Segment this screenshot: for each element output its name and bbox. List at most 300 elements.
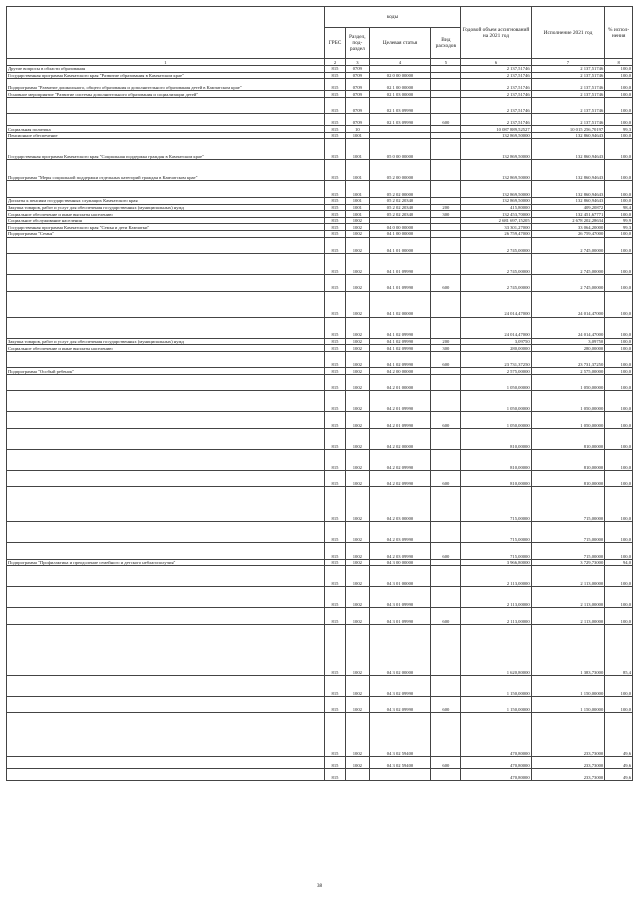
row-planned-amount: 132 869,50000 <box>461 197 531 204</box>
row-planned-amount: 3 966,80000 <box>461 559 531 566</box>
row-planned-amount: 2 137,51746 <box>461 79 531 91</box>
row-target-article-code: 04 3 02 59400 <box>369 757 431 769</box>
row-planned-amount: 2 681 697,15205 <box>461 217 531 224</box>
row-grbs-code: 815 <box>324 211 345 218</box>
row-name <box>7 275 325 292</box>
row-expense-type-code <box>431 428 461 449</box>
table-row <box>7 757 633 769</box>
row-target-article-code: 04 2 01 09990 <box>369 412 431 429</box>
row-target-article-code: 04 3 02 09990 <box>369 696 431 713</box>
table-row <box>7 351 633 368</box>
row-expense-type-code: 200 <box>431 204 461 211</box>
row-executed-amount: 2 745,00000 <box>531 237 605 254</box>
header-fact: Исполнение 2021 год <box>531 7 605 59</box>
row-expense-type-code <box>431 487 461 522</box>
row-expense-type-code <box>431 139 461 160</box>
row-target-article-code: 02 0 00 00000 <box>369 72 431 79</box>
table-row <box>7 79 633 91</box>
row-planned-amount: 1 050,00000 <box>461 374 531 391</box>
row-execution-percent: 99,9 <box>605 217 633 224</box>
row-target-article-code: 04 3 02 59400 <box>369 713 431 757</box>
row-execution-percent: 99,3 <box>605 224 633 231</box>
row-target-article-code: 04 1 01 00000 <box>369 237 431 254</box>
row-executed-amount: 132 451,67771 <box>531 211 605 218</box>
row-grbs-code: 815 <box>324 197 345 204</box>
table-row <box>7 275 633 292</box>
table-row <box>7 522 633 543</box>
row-executed-amount: 2 575,00000 <box>531 368 605 375</box>
row-target-article-code: 04 2 02 00000 <box>369 428 431 449</box>
table-row <box>7 543 633 560</box>
row-planned-amount: 2 137,51746 <box>461 97 531 114</box>
row-execution-percent: 49,6 <box>605 757 633 769</box>
table-row <box>7 608 633 625</box>
row-razdel-code: 1002 <box>346 696 369 713</box>
row-razdel-code: 0709 <box>346 66 369 73</box>
row-planned-amount: 2 137,51746 <box>461 91 531 98</box>
row-executed-amount: 23 731,37250 <box>531 351 605 368</box>
row-expense-type-code <box>431 91 461 98</box>
row-name <box>7 254 325 275</box>
row-expense-type-code: 600 <box>431 275 461 292</box>
row-expense-type-code <box>431 449 461 470</box>
table-row <box>7 217 633 224</box>
row-planned-amount: 715,00000 <box>461 543 531 560</box>
row-grbs-code: 815 <box>324 345 345 352</box>
row-executed-amount: 2 137,51746 <box>531 66 605 73</box>
row-execution-percent: 100,0 <box>605 317 633 338</box>
row-planned-amount: 2 745,00000 <box>461 254 531 275</box>
row-target-article-code: 04 2 02 09990 <box>369 470 431 487</box>
row-planned-amount: 2 575,00000 <box>461 368 531 375</box>
row-target-article-code: 04 1 02 00000 <box>369 291 431 317</box>
row-razdel-code: 1002 <box>346 449 369 470</box>
row-expense-type-code <box>431 769 461 781</box>
row-name <box>7 114 325 126</box>
row-execution-percent: 100,0 <box>605 587 633 608</box>
row-planned-amount: 24 014,47000 <box>461 317 531 338</box>
table-row <box>7 132 633 139</box>
row-name <box>7 624 325 675</box>
row-name <box>7 543 325 560</box>
table-row <box>7 72 633 79</box>
row-target-article-code <box>369 217 431 224</box>
row-execution-percent: 100,0 <box>605 351 633 368</box>
row-razdel-code: 1002 <box>346 412 369 429</box>
row-target-article-code: 04 1 02 09990 <box>369 338 431 345</box>
table-row <box>7 368 633 375</box>
row-razdel-code: 1002 <box>346 351 369 368</box>
row-planned-amount: 132 869,50000 <box>461 160 531 181</box>
row-planned-amount: 1 150,00000 <box>461 675 531 696</box>
row-planned-amount: 1 050,00000 <box>461 391 531 412</box>
row-planned-amount: 715,00000 <box>461 522 531 543</box>
row-planned-amount: 2 137,51746 <box>461 72 531 79</box>
table-row <box>7 713 633 757</box>
row-grbs-code: 815 <box>324 374 345 391</box>
row-grbs-code: 815 <box>324 237 345 254</box>
row-expense-type-code: 600 <box>431 757 461 769</box>
table-row <box>7 126 633 133</box>
row-executed-amount: 2 137,51746 <box>531 114 605 126</box>
row-executed-amount: 2 137,51746 <box>531 91 605 98</box>
row-name <box>7 587 325 608</box>
row-name <box>7 412 325 429</box>
row-expense-type-code <box>431 675 461 696</box>
row-grbs-code: 815 <box>324 204 345 211</box>
row-name <box>7 391 325 412</box>
row-executed-amount: 715,00000 <box>531 522 605 543</box>
row-expense-type-code <box>431 254 461 275</box>
row-target-article-code: 05 2 00 00000 <box>369 160 431 181</box>
table-row <box>7 566 633 587</box>
row-target-article-code: 04 3 02 09990 <box>369 675 431 696</box>
row-expense-type-code <box>431 224 461 231</box>
row-expense-type-code: 600 <box>431 608 461 625</box>
row-name: Основное мероприятие "Развитие системы дополнительного образования и социализации детей" <box>7 91 325 98</box>
table-row <box>7 224 633 231</box>
row-target-article-code: 04 1 01 09990 <box>369 254 431 275</box>
row-executed-amount: 810,00000 <box>531 470 605 487</box>
row-planned-amount: 10 087 889,52527 <box>461 126 531 133</box>
row-planned-amount: 24 014,47000 <box>461 291 531 317</box>
row-target-article-code: 02 1 00 00000 <box>369 79 431 91</box>
row-planned-amount: 1 050,00000 <box>461 412 531 429</box>
table-row <box>7 391 633 412</box>
table-row <box>7 160 633 181</box>
row-razdel-code: 1002 <box>346 254 369 275</box>
page-number: 38 <box>317 884 322 889</box>
row-execution-percent: 100,0 <box>605 368 633 375</box>
row-grbs-code: 815 <box>324 224 345 231</box>
table-row <box>7 675 633 696</box>
row-grbs-code: 815 <box>324 254 345 275</box>
row-executed-amount: 132 860,94643 <box>531 132 605 139</box>
row-planned-amount: 2 113,00000 <box>461 587 531 608</box>
row-grbs-code: 815 <box>324 696 345 713</box>
header-plan: Годовой объем ассигнований на 2021 год <box>461 7 531 59</box>
row-execution-percent: 98,4 <box>605 204 633 211</box>
row-name <box>7 566 325 587</box>
row-razdel-code: 0709 <box>346 114 369 126</box>
row-name: Государственная программа Камчатского края "Социальная поддержка граждан в Камчатском крае" <box>7 139 325 160</box>
column-number: 6 <box>461 59 531 66</box>
row-razdel-code: 1002 <box>346 559 369 566</box>
row-target-article-code: 05 2 02 20340 <box>369 197 431 204</box>
row-grbs-code: 815 <box>324 91 345 98</box>
row-target-article-code <box>369 126 431 133</box>
row-execution-percent: 100,0 <box>605 91 633 98</box>
header-vid: Вид расходов <box>431 28 461 59</box>
row-target-article-code: 04 1 02 09990 <box>369 317 431 338</box>
row-expense-type-code <box>431 72 461 79</box>
row-planned-amount: 132 869,50000 <box>461 181 531 198</box>
row-razdel-code: 1002 <box>346 566 369 587</box>
table-row <box>7 624 633 675</box>
row-razdel-code: 1001 <box>346 181 369 198</box>
row-target-article-code: 05 2 02 20340 <box>369 204 431 211</box>
row-executed-amount: 2 113,00000 <box>531 587 605 608</box>
row-execution-percent: 100,0 <box>605 211 633 218</box>
row-execution-percent: 100,0 <box>605 345 633 352</box>
row-executed-amount: 1 150,00000 <box>531 675 605 696</box>
row-target-article-code: 04 2 01 09990 <box>369 391 431 412</box>
row-target-article-code: 05 0 00 00000 <box>369 139 431 160</box>
table-body <box>7 66 633 781</box>
row-executed-amount: 1 383,73000 <box>531 624 605 675</box>
row-grbs-code: 815 <box>324 351 345 368</box>
row-executed-amount: 132 860,94643 <box>531 197 605 204</box>
row-execution-percent: 100,0 <box>605 79 633 91</box>
row-name: Другие вопросы в области образования <box>7 66 325 73</box>
row-name <box>7 487 325 522</box>
row-target-article-code: 04 2 03 00000 <box>369 487 431 522</box>
row-grbs-code: 815 <box>324 132 345 139</box>
row-executed-amount: 10 015 256,70197 <box>531 126 605 133</box>
row-razdel-code: 1002 <box>346 291 369 317</box>
row-target-article-code: 04 3 00 00000 <box>369 559 431 566</box>
column-number: 2 <box>324 59 345 66</box>
row-target-article-code: 04 1 02 09990 <box>369 351 431 368</box>
row-name <box>7 291 325 317</box>
row-name <box>7 374 325 391</box>
row-name: Закупка товаров, работ и услуг для обеспечения государственных (муниципальных) нужд <box>7 204 325 211</box>
table-row <box>7 374 633 391</box>
row-planned-amount: 810,00000 <box>461 449 531 470</box>
row-grbs-code: 815 <box>324 757 345 769</box>
row-name <box>7 470 325 487</box>
table-row <box>7 237 633 254</box>
row-planned-amount: 715,00000 <box>461 487 531 522</box>
row-expense-type-code: 600 <box>431 543 461 560</box>
row-expense-type-code <box>431 79 461 91</box>
row-planned-amount: 2 113,00000 <box>461 608 531 625</box>
row-execution-percent: 100,0 <box>605 97 633 114</box>
row-execution-percent: 100,0 <box>605 275 633 292</box>
row-planned-amount: 810,00000 <box>461 428 531 449</box>
row-execution-percent: 100,0 <box>605 428 633 449</box>
table-row <box>7 291 633 317</box>
row-executed-amount: 2 745,00000 <box>531 254 605 275</box>
row-executed-amount: 2 113,00000 <box>531 608 605 625</box>
row-razdel-code: 0709 <box>346 72 369 79</box>
row-name: Социальная политика <box>7 126 325 133</box>
row-grbs-code: 815 <box>324 368 345 375</box>
row-planned-amount: 2 137,51746 <box>461 114 531 126</box>
row-razdel-code: 1001 <box>346 197 369 204</box>
header-razdel: Раздел, под-раздел <box>346 28 369 59</box>
header-percent: % испол-нения <box>605 7 633 59</box>
row-planned-amount: 132 869,50000 <box>461 139 531 160</box>
row-expense-type-code <box>431 624 461 675</box>
row-razdel-code: 1002 <box>346 470 369 487</box>
row-execution-percent: 100,0 <box>605 522 633 543</box>
row-planned-amount: 810,00000 <box>461 470 531 487</box>
row-planned-amount: 33 301,27000 <box>461 224 531 231</box>
row-razdel-code: 1002 <box>346 624 369 675</box>
row-razdel-code: 1001 <box>346 211 369 218</box>
row-executed-amount: 2 113,00000 <box>531 566 605 587</box>
row-planned-amount: 1 620,80000 <box>461 624 531 675</box>
table-row <box>7 412 633 429</box>
row-execution-percent: 49,6 <box>605 713 633 757</box>
row-expense-type-code <box>431 237 461 254</box>
row-razdel-code: 1002 <box>346 338 369 345</box>
header-grbs: ГРБС <box>324 28 345 59</box>
row-expense-type-code <box>431 291 461 317</box>
row-name: Государственная программа Камчатского края "Развитие образования в Камчатском крае" <box>7 72 325 79</box>
row-executed-amount: 810,00000 <box>531 449 605 470</box>
table-row <box>7 139 633 160</box>
row-razdel-code: 1002 <box>346 317 369 338</box>
row-expense-type-code <box>431 132 461 139</box>
row-execution-percent: 94,0 <box>605 559 633 566</box>
row-execution-percent: 100,0 <box>605 566 633 587</box>
table-row <box>7 317 633 338</box>
row-grbs-code: 815 <box>324 181 345 198</box>
table-footer-row <box>7 769 633 781</box>
table-row <box>7 66 633 73</box>
row-grbs-code: 815 <box>324 338 345 345</box>
row-grbs-code: 815 <box>324 428 345 449</box>
row-target-article-code: 04 0 00 00000 <box>369 224 431 231</box>
row-target-article-code <box>369 769 431 781</box>
column-number: 7 <box>531 59 605 66</box>
row-grbs-code: 815 <box>324 522 345 543</box>
row-name: Социальное обеспечение и иные выплаты населению <box>7 345 325 352</box>
row-executed-amount: 233,73000 <box>531 769 605 781</box>
row-execution-percent: 49,6 <box>605 769 633 781</box>
column-number: 8 <box>605 59 633 66</box>
row-executed-amount: 2 137,51746 <box>531 79 605 91</box>
row-execution-percent: 100,0 <box>605 197 633 204</box>
row-razdel-code: 1001 <box>346 132 369 139</box>
table-row <box>7 197 633 204</box>
row-execution-percent: 100,0 <box>605 181 633 198</box>
row-execution-percent: 100,0 <box>605 608 633 625</box>
row-razdel-code: 1002 <box>346 345 369 352</box>
row-razdel-code: 1002 <box>346 487 369 522</box>
row-planned-amount: 470,80000 <box>461 757 531 769</box>
row-grbs-code: 815 <box>324 587 345 608</box>
row-target-article-code: 02 1 03 09990 <box>369 97 431 114</box>
row-name <box>7 97 325 114</box>
row-executed-amount: 132 860,94643 <box>531 160 605 181</box>
row-name <box>7 713 325 757</box>
table-row <box>7 338 633 345</box>
row-expense-type-code <box>431 126 461 133</box>
row-execution-percent: 100,0 <box>605 66 633 73</box>
row-executed-amount: 132 860,94643 <box>531 181 605 198</box>
row-executed-amount: 2 678 202,28634 <box>531 217 605 224</box>
row-grbs-code: 815 <box>324 559 345 566</box>
row-target-article-code: 04 3 01 09990 <box>369 587 431 608</box>
row-grbs-code: 815 <box>324 675 345 696</box>
row-expense-type-code <box>431 66 461 73</box>
row-grbs-code: 815 <box>324 566 345 587</box>
table-row <box>7 254 633 275</box>
row-name: Государственная программа Камчатского края "Семья и дети Камчатки" <box>7 224 325 231</box>
row-razdel-code: 1002 <box>346 391 369 412</box>
row-grbs-code: 815 <box>324 470 345 487</box>
row-razdel-code: 10 <box>346 126 369 133</box>
row-planned-amount: 2 745,00000 <box>461 275 531 292</box>
column-number: 3 <box>346 59 369 66</box>
row-expense-type-code <box>431 587 461 608</box>
row-grbs-code: 815 <box>324 713 345 757</box>
row-planned-amount: 415,80000 <box>461 204 531 211</box>
row-executed-amount: 2 137,51746 <box>531 97 605 114</box>
row-execution-percent: 100,0 <box>605 487 633 522</box>
row-planned-amount: 132 453,70000 <box>461 211 531 218</box>
row-executed-amount: 715,00000 <box>531 487 605 522</box>
row-name: Закупка товаров, работ и услуг для обеспечения государственных (муниципальных) нужд <box>7 338 325 345</box>
row-target-article-code: 04 2 02 09990 <box>369 449 431 470</box>
row-execution-percent: 100,0 <box>605 412 633 429</box>
row-grbs-code: 815 <box>324 79 345 91</box>
table-row <box>7 449 633 470</box>
table-row <box>7 114 633 126</box>
table-row <box>7 559 633 566</box>
row-executed-amount: 2 137,51746 <box>531 72 605 79</box>
row-expense-type-code: 600 <box>431 696 461 713</box>
row-planned-amount: 1 150,00000 <box>461 696 531 713</box>
row-planned-amount: 280,00000 <box>461 345 531 352</box>
row-razdel-code: 1002 <box>346 217 369 224</box>
row-grbs-code: 815 <box>324 114 345 126</box>
row-name <box>7 449 325 470</box>
row-expense-type-code <box>431 230 461 237</box>
row-name: Подпрограмма "Профилактика и преодоление семейного и детского неблагополучия" <box>7 559 325 566</box>
row-grbs-code: 815 <box>324 317 345 338</box>
row-name: Социальное обеспечение и иные выплаты населению <box>7 211 325 218</box>
row-target-article-code: 05 2 02 20340 <box>369 211 431 218</box>
row-grbs-code: 815 <box>324 66 345 73</box>
row-expense-type-code <box>431 181 461 198</box>
row-executed-amount: 1 050,00000 <box>531 374 605 391</box>
row-name <box>7 696 325 713</box>
row-executed-amount: 24 014,47000 <box>531 317 605 338</box>
row-razdel-code: 1002 <box>346 608 369 625</box>
row-execution-percent: 100,0 <box>605 132 633 139</box>
row-expense-type-code <box>431 374 461 391</box>
row-expense-type-code: 200 <box>431 338 461 345</box>
row-target-article-code: 04 2 03 09990 <box>369 522 431 543</box>
table-row <box>7 696 633 713</box>
row-razdel-code: 0709 <box>346 91 369 98</box>
table-row <box>7 345 633 352</box>
row-grbs-code: 815 <box>324 126 345 133</box>
row-execution-percent: 100,0 <box>605 72 633 79</box>
row-name: Подпрограмма "Семья" <box>7 230 325 237</box>
row-grbs-code: 815 <box>324 275 345 292</box>
row-execution-percent: 100,0 <box>605 139 633 160</box>
row-planned-amount: 3,09750 <box>461 338 531 345</box>
row-razdel-code: 1002 <box>346 275 369 292</box>
row-executed-amount: 3,09750 <box>531 338 605 345</box>
row-target-article-code: 04 3 02 00000 <box>369 624 431 675</box>
row-name <box>7 237 325 254</box>
row-executed-amount: 24 014,47000 <box>531 291 605 317</box>
row-name <box>7 769 325 781</box>
column-number: 5 <box>431 59 461 66</box>
row-grbs-code: 815 <box>324 72 345 79</box>
row-grbs-code: 815 <box>324 230 345 237</box>
row-expense-type-code <box>431 713 461 757</box>
row-executed-amount: 33 064,20000 <box>531 224 605 231</box>
row-planned-amount: 470,80000 <box>461 713 531 757</box>
row-name <box>7 757 325 769</box>
